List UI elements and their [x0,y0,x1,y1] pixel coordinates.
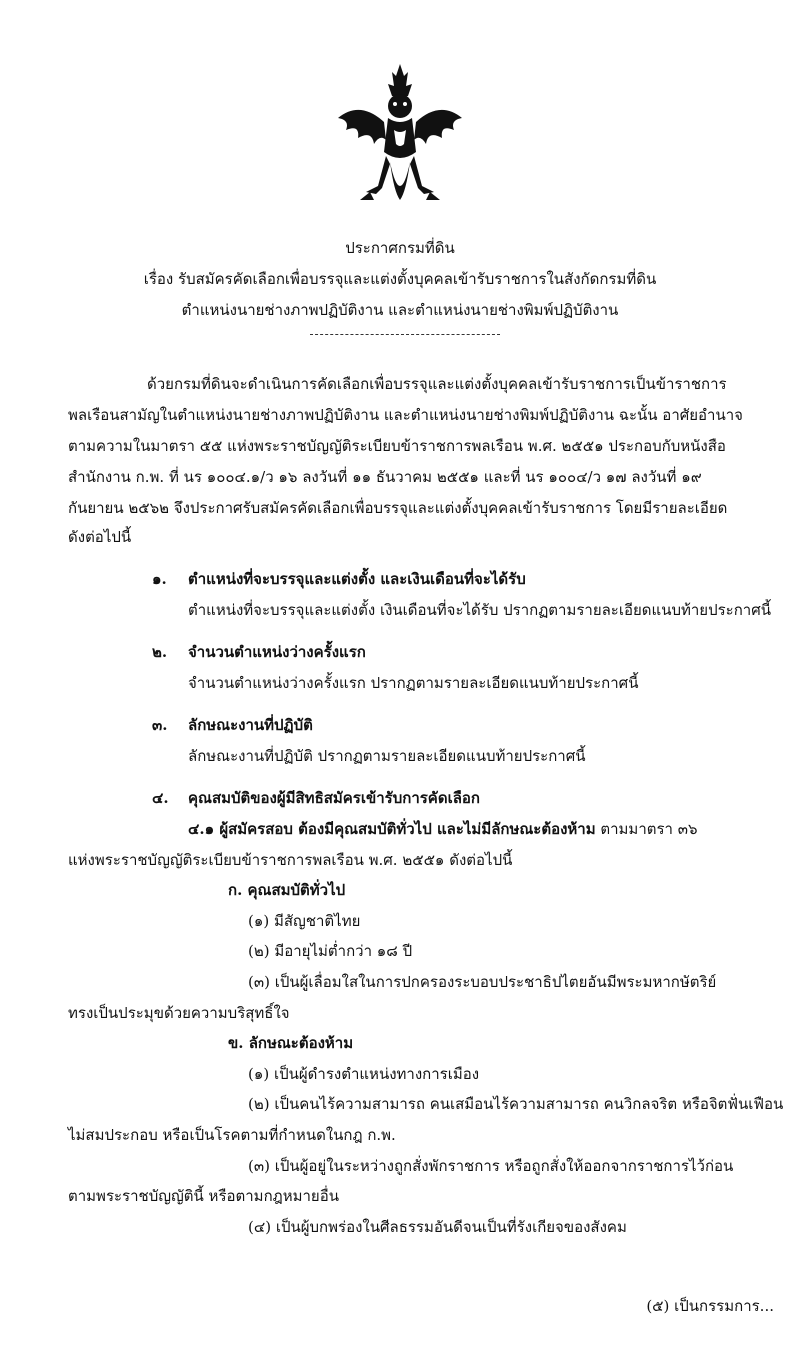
section-body: ตำแหน่งที่จะบรรจุและแต่งตั้ง เงินเดือนที่จะได้รับ ปรากฏตามรายละเอียดแนบท้ายประกาศนี้ [188,601,771,619]
intro-line: พลเรือนสามัญในตำแหน่งนายช่างภาพปฏิบัติงาน และตำแหน่งนายช่างพิมพ์ปฏิบัติงาน ฉะนั้น อาศัยอำนาจ [68,406,743,424]
section-title: คุณสมบัติของผู้มีสิทธิสมัครเข้ารับการคัดเลือก [188,789,480,807]
clause-4-1 [188,819,698,839]
qualification-item: (๓) เป็นผู้เลื่อมใสในการปกครองระบอบประชาธิปไตยอันมีพระมหากษัตริย์ [248,973,717,991]
section-number: ๓. [152,716,168,734]
prohibition-item-line2: ไม่สมประกอบ หรือเป็นโรคตามที่กำหนดในกฎ ก.พ. [68,1126,396,1144]
positions-line: ตำแหน่งนายช่างภาพปฏิบัติงาน และตำแหน่งนายช่างพิมพ์ปฏิบัติงาน [181,301,619,319]
section-title: ตำแหน่งที่จะบรรจุและแต่งตั้ง และเงินเดือนที่จะได้รับ [188,570,526,588]
intro-line: ตามความในมาตรา ๕๕ แห่งพระราชบัญญัติระเบียบข้าราชการพลเรือน พ.ศ. ๒๕๕๑ ประกอบกับหนังสือ [68,437,726,455]
clause-4-1-line2: แห่งพระราชบัญญัติระเบียบข้าราชการพลเรือน พ.ศ. ๒๕๕๑ ดังต่อไปนี้ [68,851,513,869]
prohibition-item: (๓) เป็นผู้อยู่ในระหว่างถูกสั่งพักราชการ หรือถูกสั่งให้ออกจากราชการไว้ก่อน [248,1157,734,1175]
section-title: ลักษณะงานที่ปฏิบัติ [188,716,313,734]
announcement-title: ประกาศกรมที่ดิน [345,239,455,257]
section-body: จำนวนตำแหน่งว่างครั้งแรก ปรากฏตามรายละเอียดแนบท้ายประกาศนี้ [188,674,639,692]
continuation-note: (๕) เป็นกรรมการ... [646,1297,774,1315]
intro-line: ดังต่อไปนี้ [68,528,132,546]
intro-line: กันยายน ๒๕๖๒ จึงประกาศรับสมัครคัดเลือกเพื่อบรรจุและแต่งตั้งบุคคลเข้ารับราชการ โดยมีรายละเอียด [68,499,728,517]
general-qualifications-heading: ก. คุณสมบัติทั่วไป [228,881,346,899]
qualification-item-line2: ทรงเป็นประมุขด้วยความบริสุทธิ์ใจ [68,1004,290,1022]
qualification-item: (๑) มีสัญชาติไทย [248,912,361,930]
section-number: ๔. [152,789,169,807]
clause-4-1-bold: ๔.๑ ผู้สมัครสอบ ต้องมีคุณสมบัติทั่วไป และไม่มีลักษณะต้องห้าม [188,820,596,838]
prohibitions-heading: ข. ลักษณะต้องห้าม [228,1034,354,1052]
prohibition-item: (๒) เป็นคนไร้ความสามารถ คนเสมือนไร้ความสามารถ คนวิกลจริต หรือจิตฟั่นเฟือน [248,1095,784,1113]
separator-line [310,334,500,335]
garuda-emblem-icon [330,60,470,220]
intro-line: สำนักงาน ก.พ. ที่ นร ๑๐๐๔.๑/ว ๑๖ ลงวันที่ ๑๑ ธันวาคม ๒๕๕๑ และที่ นร ๑๐๐๔/ว ๑๗ ลงวันที่ ๑๙ [68,468,702,486]
subject-line: เรื่อง รับสมัครคัดเลือกเพื่อบรรจุและแต่งตั้งบุคคลเข้ารับราชการในสังกัดกรมที่ดิน [143,270,657,288]
section-body: ลักษณะงานที่ปฏิบัติ ปรากฏตามรายละเอียดแนบท้ายประกาศนี้ [188,747,586,765]
clause-4-1-rest: ตามมาตรา ๓๖ [595,820,698,838]
section-title: จำนวนตำแหน่งว่างครั้งแรก [188,643,366,661]
prohibition-item: (๔) เป็นผู้บกพร่องในศีลธรรมอันดีจนเป็นที่รังเกียจของสังคม [248,1218,627,1236]
section-number: ๒. [152,643,168,661]
section-number: ๑. [152,570,167,588]
prohibition-item-line2: ตามพระราชบัญญัตินี้ หรือตามกฎหมายอื่น [68,1187,339,1205]
qualification-item: (๒) มีอายุไม่ต่ำกว่า ๑๘ ปี [248,942,413,960]
prohibition-item: (๑) เป็นผู้ดำรงตำแหน่งทางการเมือง [248,1065,480,1083]
intro-line: ด้วยกรมที่ดินจะดำเนินการคัดเลือกเพื่อบรรจุและแต่งตั้งบุคคลเข้ารับราชการเป็นข้าราชการ [147,375,727,393]
